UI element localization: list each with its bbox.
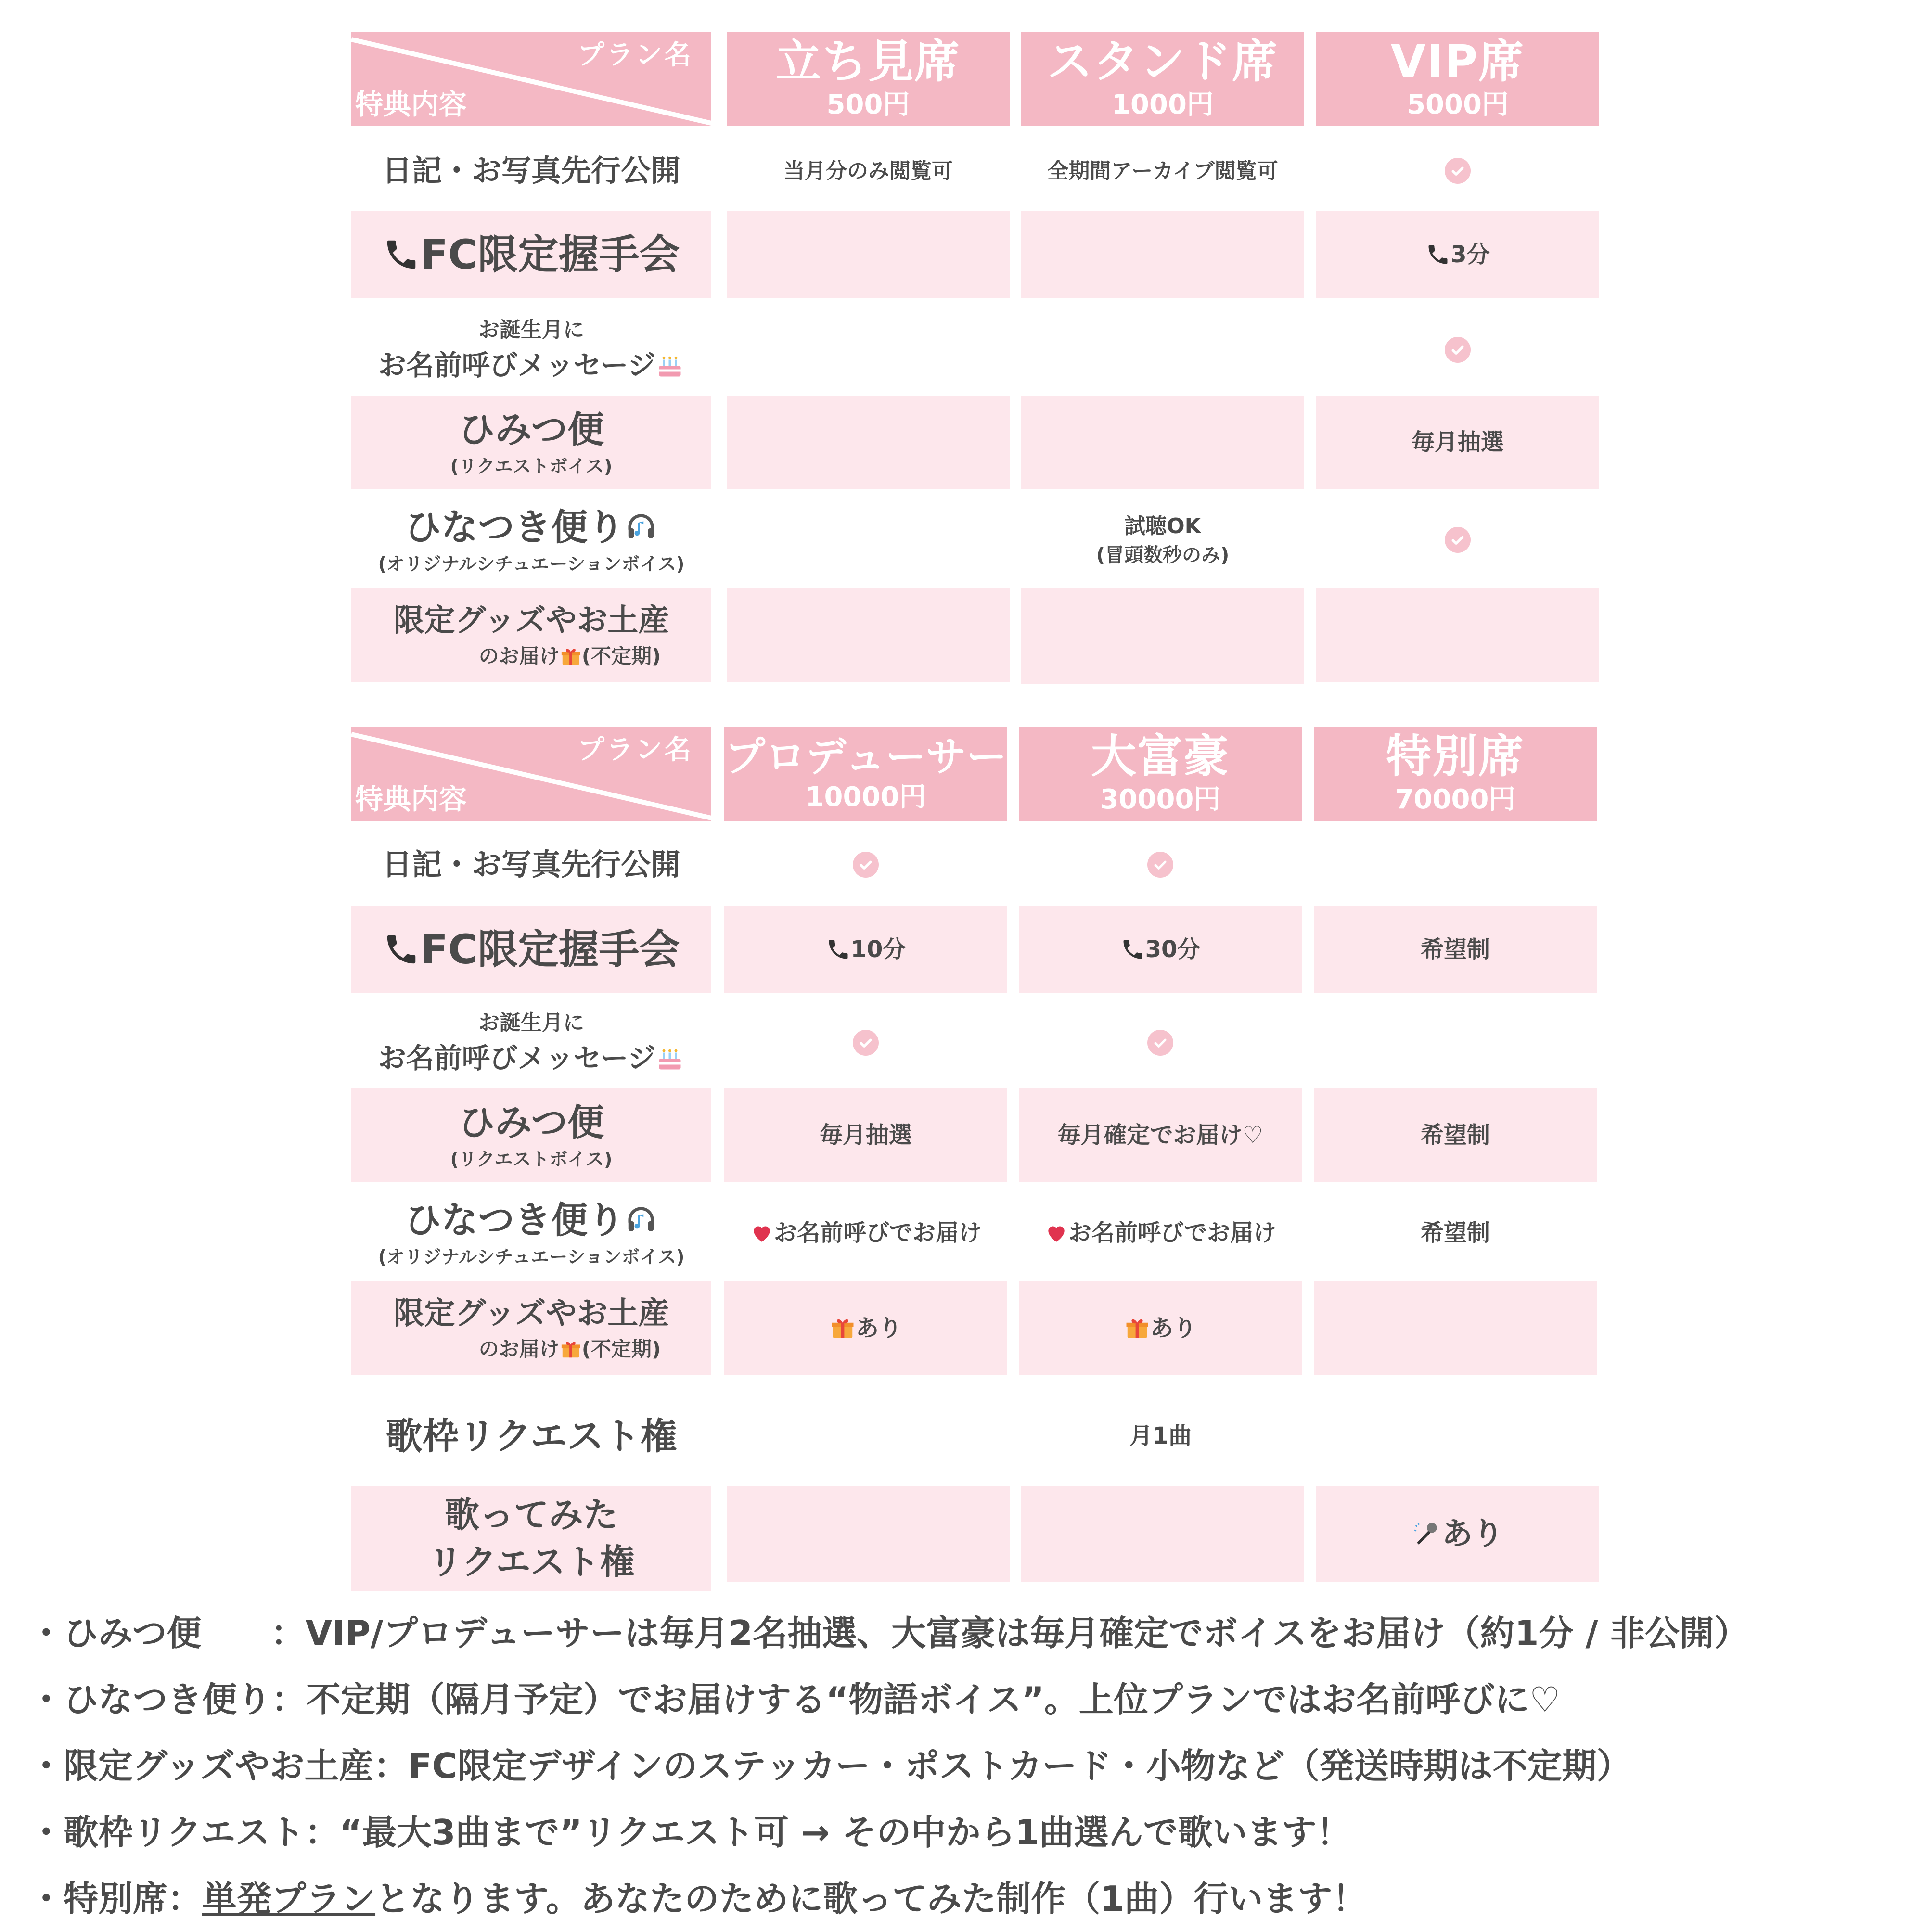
row-label-top: お誕生月に [478, 318, 584, 343]
plan-price: 10000円 [805, 781, 926, 813]
row-label-sub-b: (不定期) [581, 644, 661, 668]
goods-millionaire [1019, 1281, 1302, 1375]
plan-header-vip [1316, 32, 1599, 126]
note-suffix: となります。あなたのために歌ってみた制作（1曲）行います！ [375, 1879, 1367, 1919]
birthday-millionaire [1019, 1000, 1302, 1086]
check-icon [1147, 852, 1173, 878]
himitsu-millionaire: 毎月確定でお届け♡ [1019, 1088, 1302, 1182]
goods-producer [724, 1281, 1007, 1375]
goods-value: あり [1150, 1315, 1196, 1342]
row-label-sub-wrap [479, 644, 661, 669]
row-label-birthday [351, 307, 711, 393]
handshake-millionaire [1019, 906, 1302, 993]
diary-vip [1316, 140, 1599, 202]
cake-icon [655, 351, 684, 380]
row-label-handshake [351, 211, 711, 298]
cake-icon [655, 1044, 684, 1073]
plan-name: スタンド席 [1047, 36, 1278, 88]
row-label-bottom: お名前呼びメッセージ [378, 1042, 656, 1075]
row-label-sub: (リクエストボイス) [450, 455, 613, 477]
birthday-producer [724, 1000, 1007, 1086]
plan-price: 1000円 [1112, 89, 1214, 120]
hinatsuki-vip [1316, 496, 1599, 584]
row-label-sub: (オリジナルシチュエーションボイス) [378, 553, 685, 575]
table2-corner-header [351, 727, 711, 821]
plan-name: VIP席 [1390, 36, 1525, 88]
row-label-bottom: お名前呼びメッセージ [378, 349, 656, 382]
row-label-text: ひみつ便 [458, 408, 604, 451]
handshake-producer [724, 906, 1007, 993]
phone-icon [383, 236, 420, 273]
headphones-icon [624, 1203, 658, 1237]
row-label-text: 限定グッズやお土産 [393, 602, 669, 639]
row-label-himitsu [351, 1088, 711, 1182]
row-label-himitsu [351, 396, 711, 489]
diary-producer [724, 833, 1007, 896]
himitsu-producer: 毎月抽選 [724, 1088, 1007, 1182]
goods-special [1314, 1281, 1597, 1375]
row-label-hinatsuki [351, 1189, 711, 1277]
row-label-handshake [351, 906, 711, 993]
plan-name: 立ち見席 [775, 36, 961, 88]
goods-stand [1021, 588, 1304, 684]
himitsu-stand [1021, 396, 1304, 489]
row-label-text: FC限定握手会 [420, 925, 680, 973]
cover-request-producer [727, 1486, 1010, 1582]
benefit-label: 特典内容 [355, 783, 467, 816]
goods-standing [727, 588, 1010, 682]
microphone-icon [1412, 1519, 1442, 1549]
row-label-sub: (オリジナルシチュエーションボイス) [378, 1246, 685, 1267]
row-label-sub-b: (不定期) [581, 1337, 661, 1361]
hinatsuki-value-bottom: (冒頭数秒のみ) [1096, 544, 1230, 566]
cover-request-value: あり [1442, 1516, 1503, 1552]
note-hinatsuki: ・ひなつき便り：不定期（隔月予定）でお届けする“物語ボイス”。上位プランではお名前呼びに♡ [29, 1679, 1561, 1720]
plan-header-standing [727, 32, 1010, 126]
hinatsuki-producer [724, 1189, 1007, 1277]
row-label-top: 歌ってみた [444, 1495, 618, 1535]
diary-standing: 当月分のみ閲覧可 [783, 158, 953, 183]
row-label-text: 限定グッズやお土産 [393, 1295, 669, 1331]
song-request-value: 月1曲 [1129, 1422, 1192, 1449]
handshake-standing [727, 211, 1010, 298]
row-label-song-request: 歌枠リクエスト権 [385, 1414, 677, 1458]
plan-header-special [1314, 727, 1597, 821]
plan-name: 大富豪 [1091, 730, 1230, 783]
headphones-icon [624, 510, 658, 544]
row-label-bottom-wrap [378, 348, 685, 383]
handshake-special: 希望制 [1314, 906, 1597, 993]
row-label-bottom-wrap [378, 1041, 685, 1076]
row-label-diary: 日記・お写真先行公開 [382, 153, 680, 189]
birthday-vip [1316, 307, 1599, 393]
goods-value: あり [855, 1315, 902, 1342]
row-label-hinatsuki [351, 496, 711, 584]
handshake-value: 3分 [1450, 241, 1490, 268]
plan-header-producer [724, 727, 1007, 821]
hinatsuki-value-top: 試聴OK [1124, 513, 1201, 538]
note-underlined: 単発プラン [202, 1879, 376, 1919]
table1-corner-header [351, 32, 711, 126]
plan-price: 500円 [826, 89, 910, 120]
himitsu-special: 希望制 [1314, 1088, 1597, 1182]
plan-header-stand [1021, 32, 1304, 126]
row-label-bottom: リクエスト権 [428, 1542, 635, 1582]
row-label-sub-wrap [479, 1337, 661, 1362]
benefit-label: 特典内容 [355, 88, 467, 121]
row-label-top: お誕生月に [478, 1011, 584, 1036]
check-icon [1445, 158, 1471, 184]
phone-icon [383, 931, 420, 968]
heart-icon [1044, 1221, 1068, 1245]
plan-price: 30000円 [1100, 784, 1221, 815]
row-label-text: ひみつ便 [458, 1100, 604, 1144]
check-icon [1445, 527, 1471, 553]
note-himitsu: ・ひみつ便 ：VIP/プロデューサーは毎月2名抽選、大富豪は毎月確定でボイスをお届け（約1分 / 非公開） [29, 1613, 1749, 1653]
check-icon [853, 1030, 879, 1056]
plan-header-millionaire [1019, 727, 1302, 821]
plan-price: 5000円 [1407, 89, 1509, 120]
row-label-sub: (リクエストボイス) [450, 1148, 613, 1170]
phone-icon [1425, 242, 1450, 267]
diary-stand: 全期間アーカイブ閲覧可 [1047, 158, 1278, 183]
goods-vip [1316, 588, 1599, 682]
plan-price: 70000円 [1395, 784, 1516, 815]
plan-name-label: プラン名 [578, 734, 693, 766]
check-icon [853, 852, 879, 878]
check-icon [1147, 1030, 1173, 1056]
hinatsuki-value: お名前呼びでお届け [773, 1219, 982, 1246]
himitsu-standing [727, 396, 1010, 489]
row-label-cover-request [351, 1486, 711, 1591]
phone-icon [826, 937, 851, 962]
phone-icon [1120, 937, 1145, 962]
note-goods: ・限定グッズやお土産：FC限定デザインのステッカー・ポストカード・小物など（発送時期は不定期） [29, 1746, 1631, 1786]
note-song-request: ・歌枠リクエスト：“最大3曲まで”リクエスト可 → その中から1曲選んで歌います！ [29, 1812, 1351, 1853]
gift-icon [830, 1315, 856, 1341]
row-label-text: FC限定握手会 [420, 230, 680, 278]
plan-name: 特別席 [1386, 730, 1525, 783]
handshake-stand [1021, 211, 1304, 298]
heart-icon [750, 1221, 774, 1245]
notes-section [29, 1600, 1906, 1932]
diary-millionaire [1019, 833, 1302, 896]
row-label-wrap [405, 504, 658, 550]
row-label-wrap [405, 1197, 658, 1243]
handshake-vip [1316, 211, 1599, 298]
row-label-sub-a: のお届け [478, 1337, 560, 1361]
plan-name: プロデューサー [725, 733, 1007, 780]
note-prefix: ・特別席： [29, 1879, 203, 1919]
row-label-goods [351, 1281, 711, 1375]
gift-icon [560, 1338, 582, 1360]
handshake-value: 30分 [1145, 936, 1201, 963]
row-label-diary: 日記・お写真先行公開 [382, 847, 680, 883]
himitsu-vip: 毎月抽選 [1316, 396, 1599, 489]
plan-name-label: プラン名 [578, 39, 693, 71]
row-label-sub-a: のお届け [478, 644, 560, 668]
handshake-value: 10分 [850, 936, 906, 963]
cover-request-millionaire [1021, 1486, 1304, 1582]
hinatsuki-millionaire [1019, 1189, 1302, 1277]
check-icon [1445, 337, 1471, 363]
row-label-birthday [351, 1000, 711, 1086]
hinatsuki-stand [1021, 496, 1304, 584]
hinatsuki-value: お名前呼びでお届け [1068, 1219, 1276, 1246]
hinatsuki-special: 希望制 [1420, 1219, 1490, 1246]
cover-request-special [1316, 1486, 1599, 1582]
gift-icon [560, 645, 582, 667]
note-special-seat [29, 1866, 1906, 1932]
row-label-goods [351, 588, 711, 682]
row-label-text: ひなつき便り [405, 1198, 624, 1241]
row-label-text: ひなつき便り [405, 505, 624, 549]
gift-icon [1124, 1315, 1150, 1341]
